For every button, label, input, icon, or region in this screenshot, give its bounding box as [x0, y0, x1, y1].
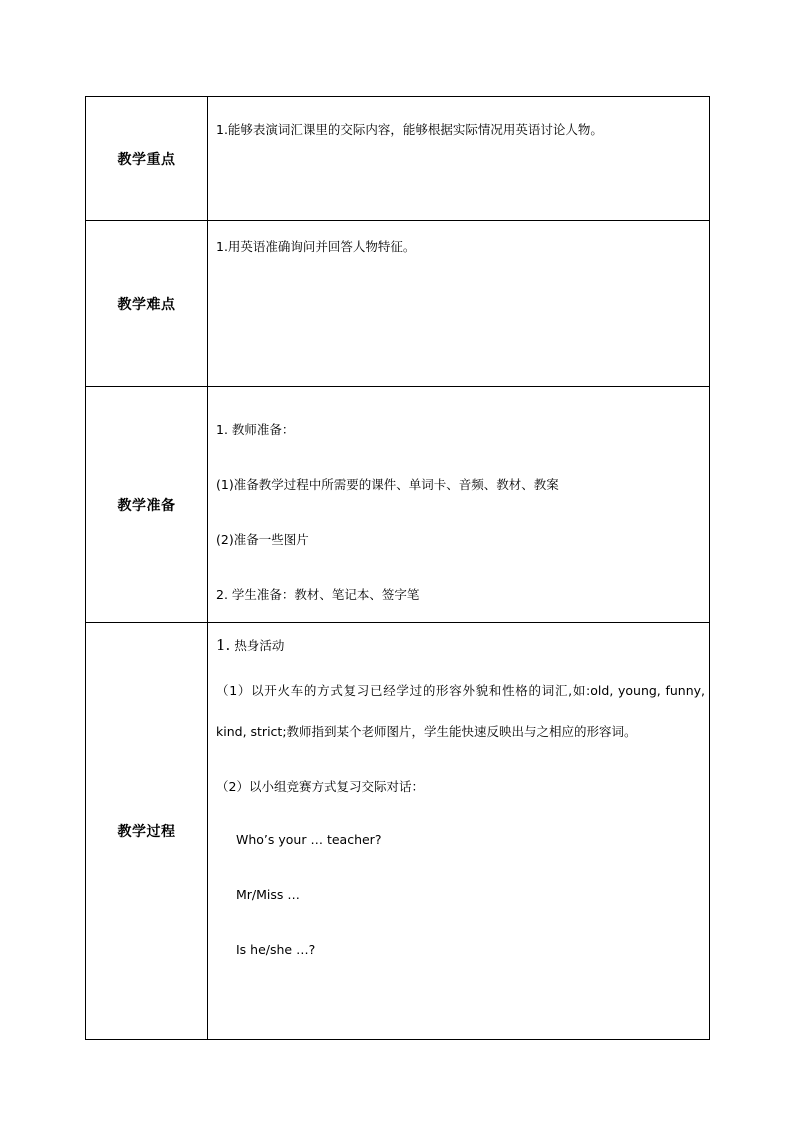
difficulties-label: 教学难点 [86, 221, 208, 387]
preparation-content [208, 387, 710, 623]
row-preparation [86, 387, 710, 623]
dialog-line-followup: Is he/she …? [236, 942, 316, 957]
process-heading [216, 633, 705, 657]
process-heading-text: 热身活动 [234, 638, 285, 653]
process-heading-number: 1. [216, 636, 231, 654]
difficulties-text: 1.用英语准确询问并回答人物特征。 [216, 239, 416, 254]
process-step-1: （1）以开火车的方式复习已经学过的形容外貌和性格的词汇,如:old, young, funny, kind, strict;教师指到某个老师图片，学生能快速反映出与之相应的形容词。 [216, 683, 705, 739]
preparation-line-teacher: 1. 教师准备： [216, 422, 295, 437]
preparation-line-pictures: (2)准备一些图片 [216, 532, 309, 547]
key-points-text: 1.能够表演词汇课里的交际内容，能够根据实际情况用英语讨论人物。 [216, 122, 603, 137]
row-difficulties [86, 221, 710, 387]
preparation-line-student: 2. 学生准备：教材、笔记本、签字笔 [216, 587, 420, 602]
dialog-line-question: Who’s your … teacher? [236, 832, 382, 847]
row-process [86, 623, 710, 1040]
difficulties-content [208, 221, 710, 387]
dialog-line-answer: Mr/Miss … [236, 887, 300, 902]
key-points-content [208, 97, 710, 221]
lesson-plan-table [85, 96, 710, 1040]
key-points-label: 教学重点 [86, 97, 208, 221]
process-step-2: （2）以小组竞赛方式复习交际对话： [216, 779, 424, 794]
preparation-label: 教学准备 [86, 387, 208, 623]
process-content [208, 623, 710, 1040]
row-key-points [86, 97, 710, 221]
process-label: 教学过程 [86, 623, 208, 1040]
preparation-line-materials: (1)准备教学过程中所需要的课件、单词卡、音频、教材、教案 [216, 477, 559, 492]
